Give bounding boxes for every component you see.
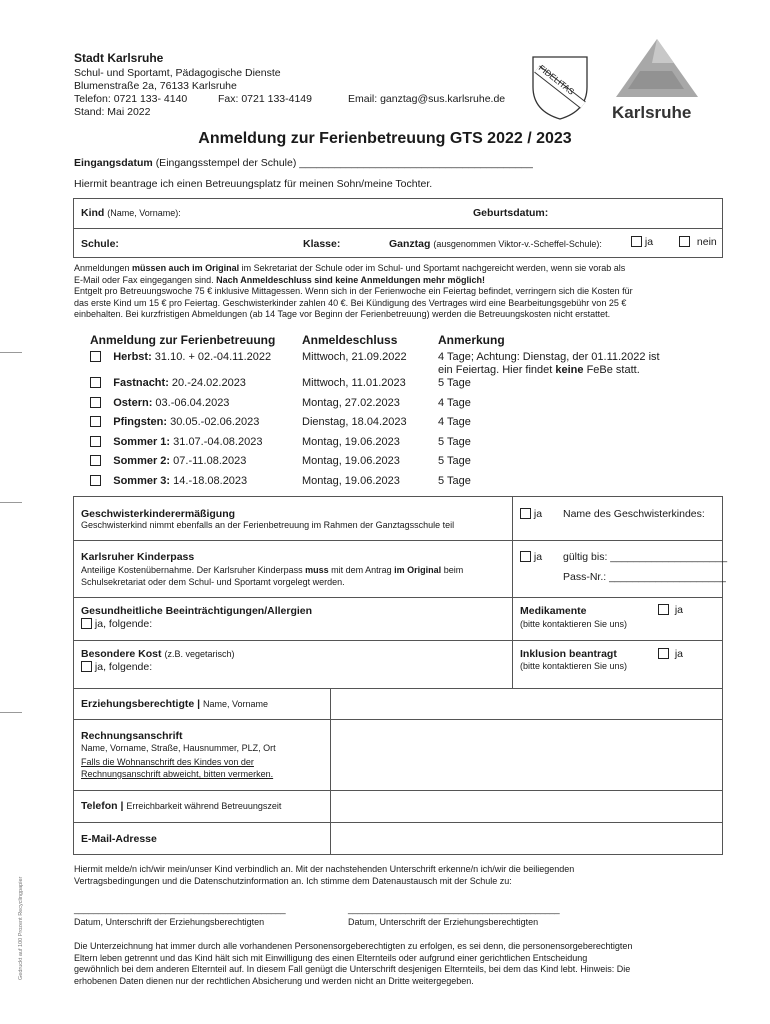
ganztag-ja-checkbox[interactable] bbox=[631, 236, 642, 247]
ferien-table bbox=[90, 333, 698, 495]
rechnung-note-2: Rechnungsanschrift abweicht, bitten vermerken. bbox=[81, 769, 274, 779]
ostern-checkbox[interactable] bbox=[90, 397, 101, 408]
passnr-field[interactable]: Pass-Nr.: ____________________ bbox=[563, 571, 726, 583]
gesundheit-checkbox[interactable] bbox=[81, 618, 92, 629]
intro-text: Hiermit beantrage ich einen Betreuungsplatz für meinen Sohn/meine Tochter. bbox=[74, 178, 433, 190]
table-row: Fastnacht: 20.-24.02.2023 Mittwoch, 11.01.2023 5 Tage bbox=[90, 377, 698, 397]
consent-text: Hiermit melde/n ich/wir mein/unser Kind verbindlich an. Mit der nachstehenden Unterschrift erkenne/n ich/wir die beiliegenden Vertragsbedingungen und die Datenschutzinformation an. Ich stimme dem Datenaustausch mit der Schule zu: bbox=[74, 864, 575, 886]
telefon-input[interactable] bbox=[331, 791, 722, 822]
herbst-checkbox[interactable] bbox=[90, 351, 101, 362]
karlsruhe-logo-icon bbox=[612, 37, 702, 99]
klasse-field[interactable]: Klasse: bbox=[303, 238, 341, 250]
notice-text: Anmeldungen müssen auch im Original im Sekretariat der Schule oder im Schul- und Sportamt nachgereicht werden, wenn sie vorab als E-Mail oder Fax eingegangen sind. Nach Anmeldeschluss sind keine Anmeldungen mehr möglich! Entgelt pro Betreuungswoche 75 € inklusive Mittagessen. Wenn sich in der Ferienwoche ein Feiertag befindet, verringern sich die Kosten für das erste Kind um 15 € pro Feiertag. Geschwisterkinder zahlen 40 €. Bei Kündigung des Vertrages wird eine Bearbeitungsgebühr von 25 € einbehalten. Bei kurzfristigen Abmeldungen (ab 14 Tage vor Beginn der Ferienbetreuung) werden die Betreuungskosten nicht erstattet. bbox=[74, 263, 633, 319]
medikamente-ja[interactable]: ja bbox=[658, 604, 683, 616]
table-row: Ostern: 03.-06.04.2023 Montag, 27.02.2023 4 Tage bbox=[90, 397, 698, 417]
sommer2-checkbox[interactable] bbox=[90, 455, 101, 466]
ganztag-nein-checkbox[interactable] bbox=[679, 236, 690, 247]
hole-mark bbox=[0, 502, 22, 503]
erziehungsberechtigte-label: Erziehungsberechtigte | Name, Vorname bbox=[81, 698, 268, 710]
ganztag-ja[interactable]: ja bbox=[631, 236, 653, 248]
signature-label-1: Datum, Unterschrift der Erziehungsberechtigten bbox=[74, 917, 265, 927]
geschwister-name-field[interactable]: Name des Geschwisterkindes: bbox=[563, 508, 705, 520]
medikamente-title: Medikamente bbox=[520, 605, 587, 617]
logo-text: Karlsruhe bbox=[612, 103, 692, 122]
inklusion-title: Inklusion beantragt bbox=[520, 648, 617, 660]
inklusion-hint: (bitte kontaktieren Sie uns) bbox=[520, 661, 628, 671]
table-row: Sommer 2: 07.-11.08.2023 Montag, 19.06.2023 5 Tage bbox=[90, 455, 698, 475]
geburtsdatum-field[interactable]: Geburtsdatum: bbox=[473, 207, 549, 219]
fold-mark bbox=[0, 712, 22, 713]
geschwister-checkbox[interactable] bbox=[520, 508, 531, 519]
medikamente-checkbox[interactable] bbox=[658, 604, 669, 615]
eingangsdatum: Eingangsdatum (Eingangsstempel der Schule) ________________________________________ bbox=[74, 157, 533, 169]
col-header-anmeldeschluss: Anmeldeschluss bbox=[302, 333, 398, 347]
footer-text: Die Unterzeichnung hat immer durch alle vorhandenen Personensorgeberechtigten zu erfolgen, es sei denn, die personensorgeberechtigten Eltern leben getrennt und das Kind hält sich mit Einwilligung des einen Elternteils oder aufgrund einer gerichtlichen Entscheidung gewöhnlich bei dem anderen Elternteil auf. In diesem Fall genügt die Unterschrift desjenigen Elternteils, bei dem das Kind lebt. Hinweis: Die erhobenen Daten dienen nur der rechtlichen Absicherung und werden nicht an Dritte weitergegeben. bbox=[74, 941, 633, 986]
table-row: Sommer 1: 31.07.-04.08.2023 Montag, 19.06.2023 5 Tage bbox=[90, 436, 698, 456]
schule-field[interactable]: Schule: bbox=[81, 238, 119, 250]
fax: Fax: 0721 133-4149 bbox=[218, 93, 312, 105]
inklusion-checkbox[interactable] bbox=[658, 648, 669, 659]
sommer1-checkbox[interactable] bbox=[90, 436, 101, 447]
kinderpass-title: Karlsruher Kinderpass bbox=[81, 551, 195, 563]
inklusion-ja[interactable]: ja bbox=[658, 648, 683, 660]
rechnung-note-1: Falls die Wohnanschrift des Kindes von der bbox=[81, 757, 254, 767]
pfingsten-checkbox[interactable] bbox=[90, 416, 101, 427]
kost-option[interactable]: ja, folgende: bbox=[81, 661, 152, 673]
signature-line-2[interactable]: ____________________________________________ bbox=[348, 904, 560, 914]
kost-title: Besondere Kost (z.B. vegetarisch) bbox=[81, 648, 235, 660]
kost-checkbox[interactable] bbox=[81, 661, 92, 672]
kinderpass-ja[interactable]: ja bbox=[520, 551, 542, 563]
telefon-label: Telefon | Erreichbarkeit während Betreuungszeit bbox=[81, 800, 282, 812]
table-row: Herbst: 31.10. + 02.-04.11.2022 Mittwoch, 21.09.2022 4 Tage; Achtung: Dienstag, der 01.11.2022 ist ein Feiertag. Hier findet keine FeBe statt. bbox=[90, 351, 698, 377]
ganztag-label: Ganztag (ausgenommen Viktor-v.-Scheffel-Schule): bbox=[389, 238, 602, 250]
fastnacht-checkbox[interactable] bbox=[90, 377, 101, 388]
rechnung-label: Rechnungsanschrift bbox=[81, 730, 183, 742]
signature-line-1[interactable]: ____________________________________________ bbox=[74, 904, 286, 914]
medikamente-hint: (bitte kontaktieren Sie uns) bbox=[520, 619, 628, 629]
email-input[interactable] bbox=[331, 823, 722, 854]
gesundheit-option[interactable]: ja, folgende: bbox=[81, 618, 152, 630]
geschwister-ja[interactable]: ja bbox=[520, 508, 542, 520]
table-row: Sommer 3: 14.-18.08.2023 Montag, 19.06.2023 5 Tage bbox=[90, 475, 698, 495]
signature-label-2: Datum, Unterschrift der Erziehungsberechtigten bbox=[348, 917, 539, 927]
ganztag-nein[interactable]: nein bbox=[679, 236, 717, 248]
email-label: E-Mail-Adresse bbox=[81, 833, 157, 845]
geschwister-text: Geschwisterkind nimmt ebenfalls an der Ferienbetreuung im Rahmen der Ganztagsschule teil bbox=[81, 520, 455, 530]
phone: Telefon: 0721 133- 4140 bbox=[74, 93, 188, 105]
erziehungsberechtigte-input[interactable] bbox=[331, 689, 722, 719]
geschwister-title: Geschwisterkinderermäßigung bbox=[81, 508, 236, 520]
gesundheit-title: Gesundheitliche Beeinträchtigungen/Allergien bbox=[81, 605, 313, 617]
street: Blumenstraße 2a, 76133 Karlsruhe bbox=[74, 80, 237, 92]
table-row: Pfingsten: 30.05.-02.06.2023 Dienstag, 18.04.2023 4 Tage bbox=[90, 416, 698, 436]
city-seal-icon bbox=[527, 53, 593, 123]
kinderpass-checkbox[interactable] bbox=[520, 551, 531, 562]
dept: Schul- und Sportamt, Pädagogische Dienste bbox=[74, 67, 281, 79]
sommer3-checkbox[interactable] bbox=[90, 475, 101, 486]
recycling-note: Gedruckt auf 100 Prozent Recyclingpapier bbox=[18, 876, 24, 980]
org-name: Stadt Karlsruhe bbox=[74, 51, 164, 65]
rechnung-input[interactable] bbox=[331, 720, 722, 790]
page-title: Anmeldung zur Ferienbetreuung GTS 2022 / 2023 bbox=[198, 130, 572, 147]
col-header-anmerkung: Anmerkung bbox=[438, 333, 505, 347]
fold-mark bbox=[0, 352, 22, 353]
kinderpass-text: Anteilige Kostenübernahme. Der Karlsruher Kinderpass muss mit dem Antrag im Original beim Schulsekretariat oder dem Schul- und Sportamt vorgelegt werden. bbox=[81, 565, 464, 587]
stand: Stand: Mai 2022 bbox=[74, 106, 151, 118]
seal-text: FIDELITAS bbox=[536, 62, 577, 97]
col-header-anmeldung: Anmeldung zur Ferienbetreuung bbox=[90, 333, 276, 347]
rechnung-hint: Name, Vorname, Straße, Hausnummer, PLZ, Ort bbox=[81, 743, 276, 753]
gueltig-field[interactable]: gültig bis: ____________________ bbox=[563, 551, 728, 563]
email: Email: ganztag@sus.karlsruhe.de bbox=[348, 93, 506, 105]
kind-field[interactable]: Kind (Name, Vorname): bbox=[81, 207, 181, 219]
